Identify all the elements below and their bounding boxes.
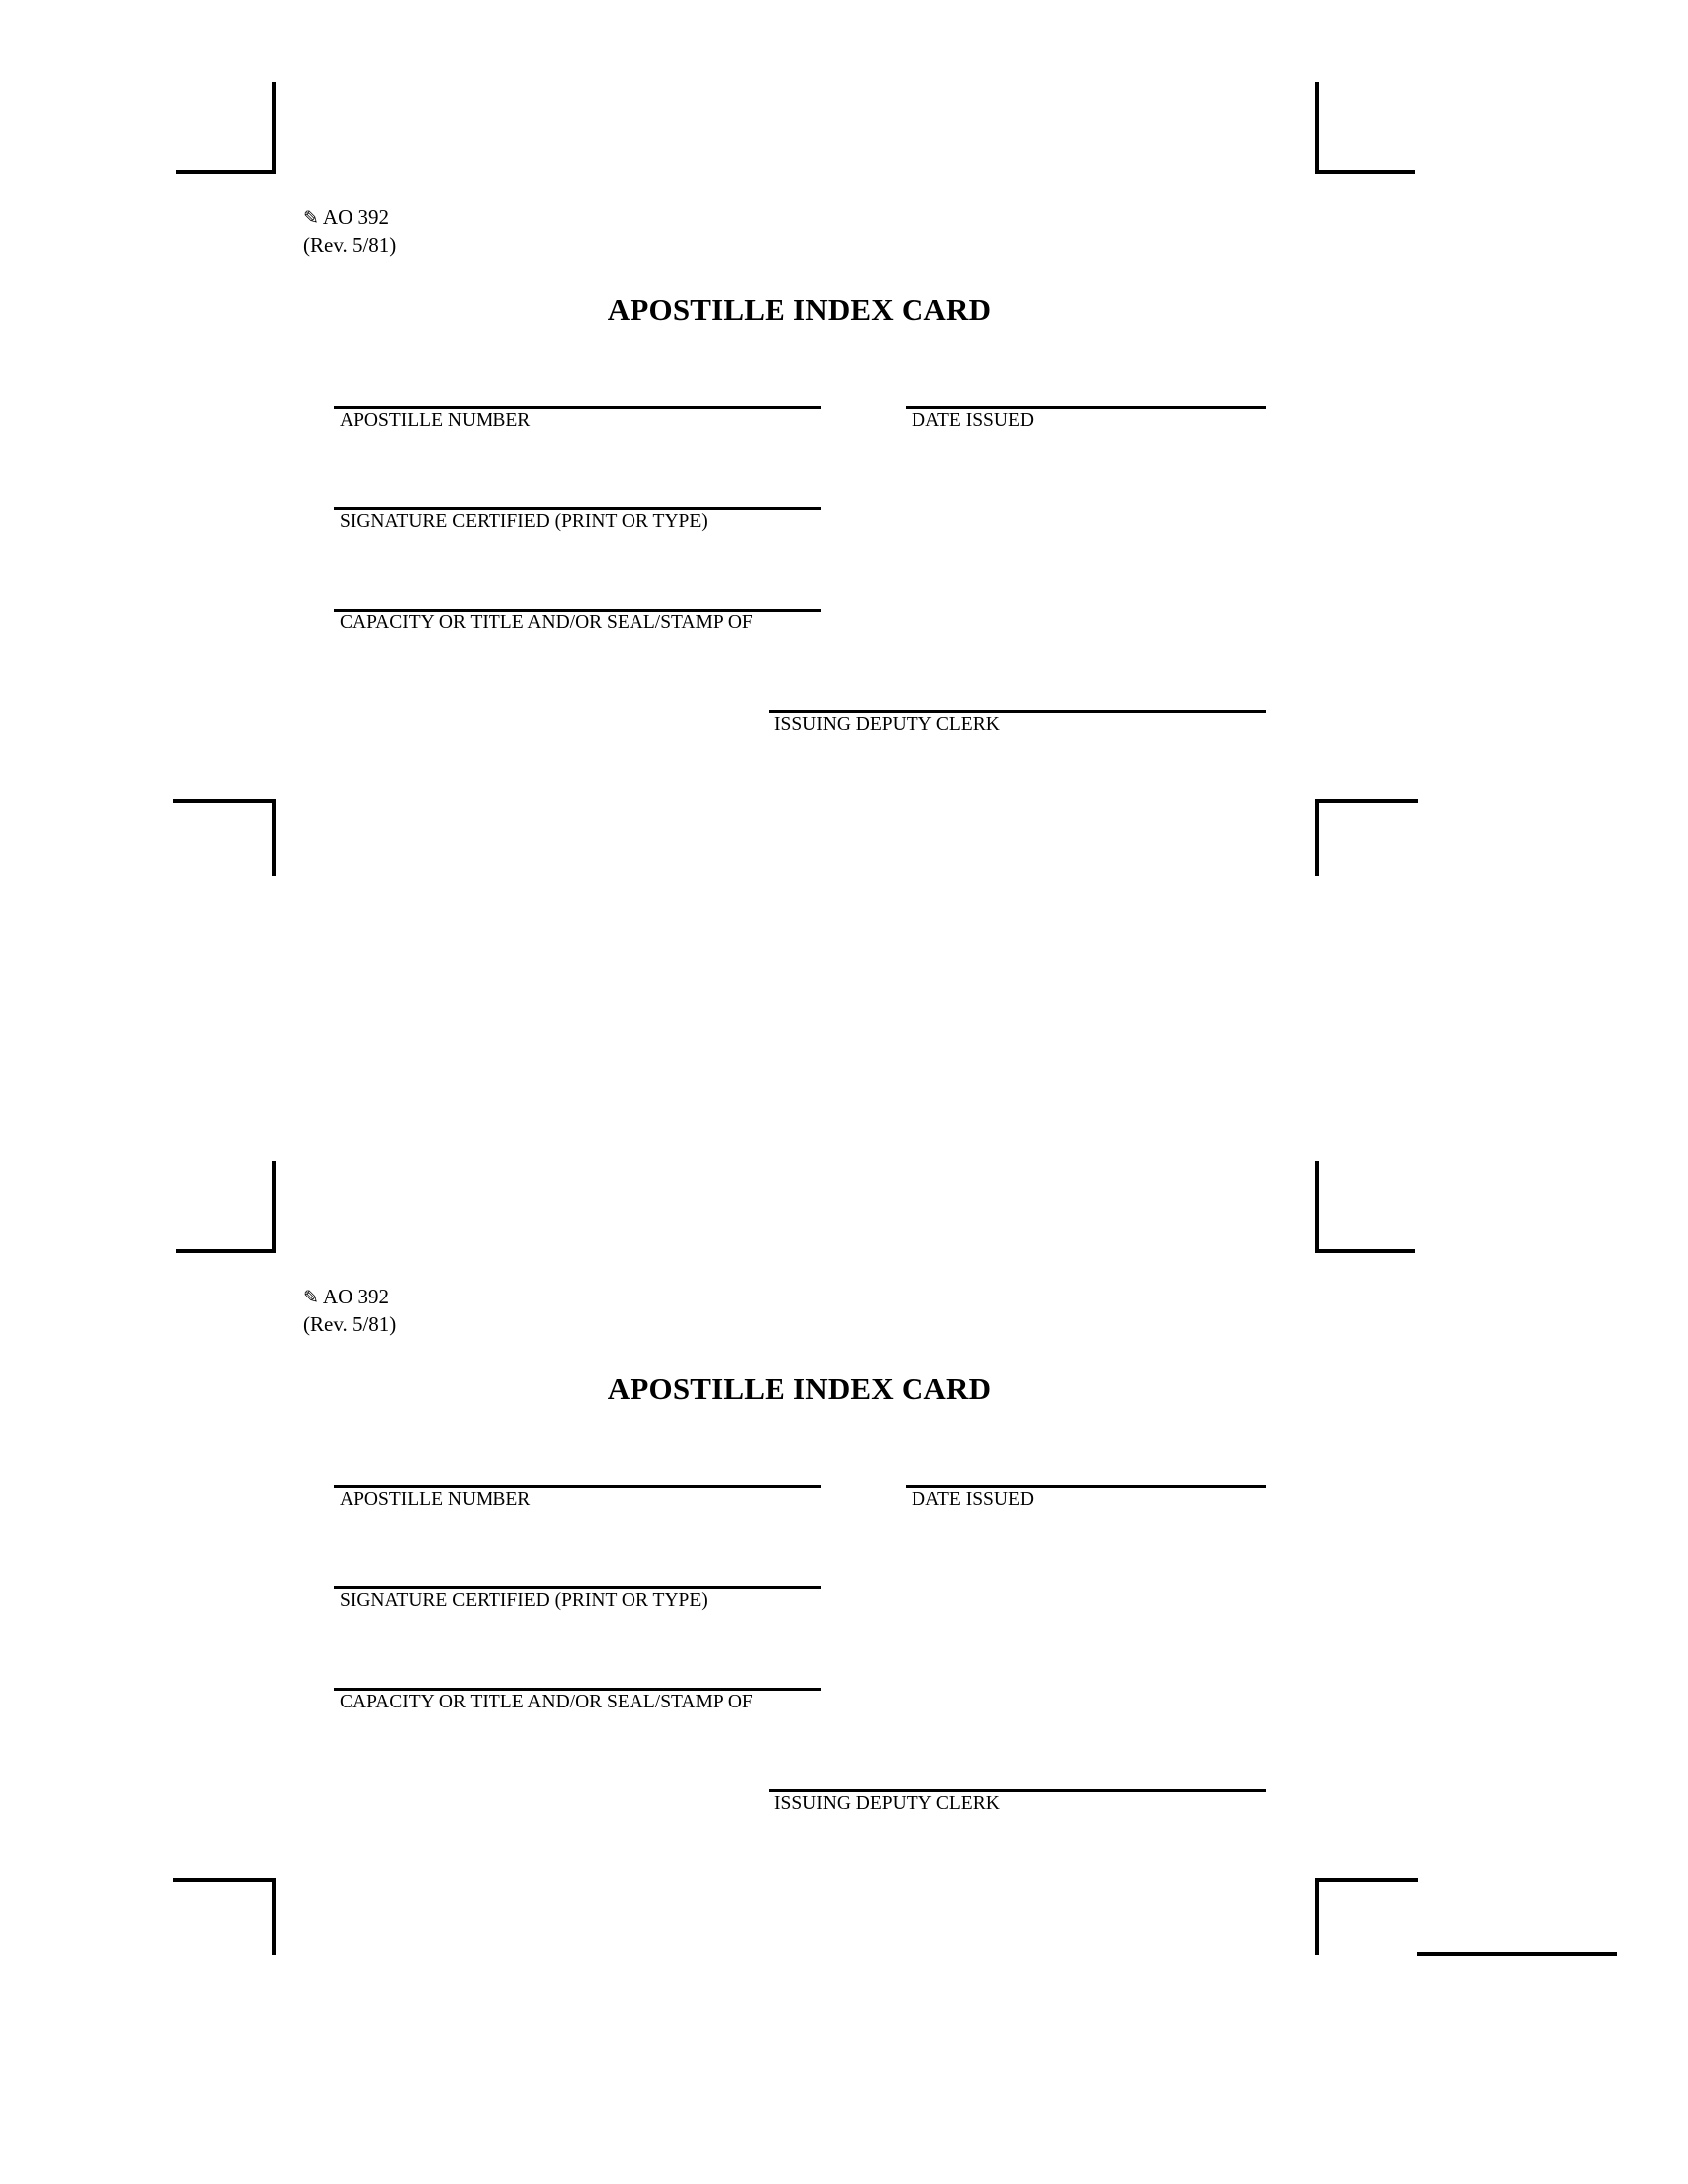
crop-mark-top-left-vertical [272, 82, 276, 174]
capacity-label: CAPACITY OR TITLE AND/OR SEAL/STAMP OF [340, 613, 753, 633]
form-number: AO 392 [322, 1285, 390, 1308]
signature-certified-label: SIGNATURE CERTIFIED (PRINT OR TYPE) [340, 1590, 708, 1611]
crop-mark-bottom-left-horizontal [173, 799, 276, 803]
issuing-clerk-label: ISSUING DEPUTY CLERK [774, 714, 1000, 735]
pencil-icon: ✎ [303, 1288, 319, 1308]
form-number-block [303, 205, 396, 259]
pencil-icon: ✎ [303, 208, 319, 229]
issuing-clerk-line[interactable] [769, 1789, 1266, 1792]
card-title: APOSTILLE INDEX CARD [607, 292, 992, 327]
trailing-rule [1417, 1952, 1617, 1956]
apostille-number-label: APOSTILLE NUMBER [340, 410, 531, 431]
crop-mark-bottom-right-vertical [1315, 1878, 1319, 1955]
crop-mark-top-left-vertical [272, 1161, 276, 1253]
issuing-clerk-line[interactable] [769, 710, 1266, 713]
apostille-number-label: APOSTILLE NUMBER [340, 1489, 531, 1510]
apostille-number-line[interactable] [334, 406, 821, 409]
form-number-block [303, 1284, 396, 1338]
crop-mark-bottom-right-horizontal [1315, 1878, 1418, 1882]
form-revision: (Rev. 5/81) [303, 1312, 397, 1336]
signature-certified-line[interactable] [334, 1586, 821, 1589]
capacity-line[interactable] [334, 609, 821, 612]
crop-mark-top-right-horizontal [1315, 170, 1415, 174]
form-revision: (Rev. 5/81) [303, 233, 397, 257]
crop-mark-bottom-left-vertical [272, 799, 276, 876]
index-card-2 [0, 1079, 1688, 1973]
date-issued-label: DATE ISSUED [912, 410, 1034, 431]
signature-certified-line[interactable] [334, 507, 821, 510]
crop-mark-bottom-right-horizontal [1315, 799, 1418, 803]
apostille-number-line[interactable] [334, 1485, 821, 1488]
signature-certified-label: SIGNATURE CERTIFIED (PRINT OR TYPE) [340, 511, 708, 532]
form-number: AO 392 [322, 205, 390, 229]
capacity-line[interactable] [334, 1688, 821, 1691]
crop-mark-bottom-left-horizontal [173, 1878, 276, 1882]
crop-mark-top-right-vertical [1315, 82, 1319, 174]
issuing-clerk-label: ISSUING DEPUTY CLERK [774, 1793, 1000, 1814]
crop-mark-bottom-right-vertical [1315, 799, 1319, 876]
crop-mark-top-right-horizontal [1315, 1249, 1415, 1253]
date-issued-line[interactable] [906, 1485, 1266, 1488]
crop-mark-top-right-vertical [1315, 1161, 1319, 1253]
crop-mark-top-left-horizontal [176, 1249, 276, 1253]
index-card-1 [0, 0, 1688, 893]
date-issued-line[interactable] [906, 406, 1266, 409]
card-title: APOSTILLE INDEX CARD [607, 1371, 992, 1406]
capacity-label: CAPACITY OR TITLE AND/OR SEAL/STAMP OF [340, 1692, 753, 1712]
crop-mark-top-left-horizontal [176, 170, 276, 174]
crop-mark-bottom-left-vertical [272, 1878, 276, 1955]
date-issued-label: DATE ISSUED [912, 1489, 1034, 1510]
